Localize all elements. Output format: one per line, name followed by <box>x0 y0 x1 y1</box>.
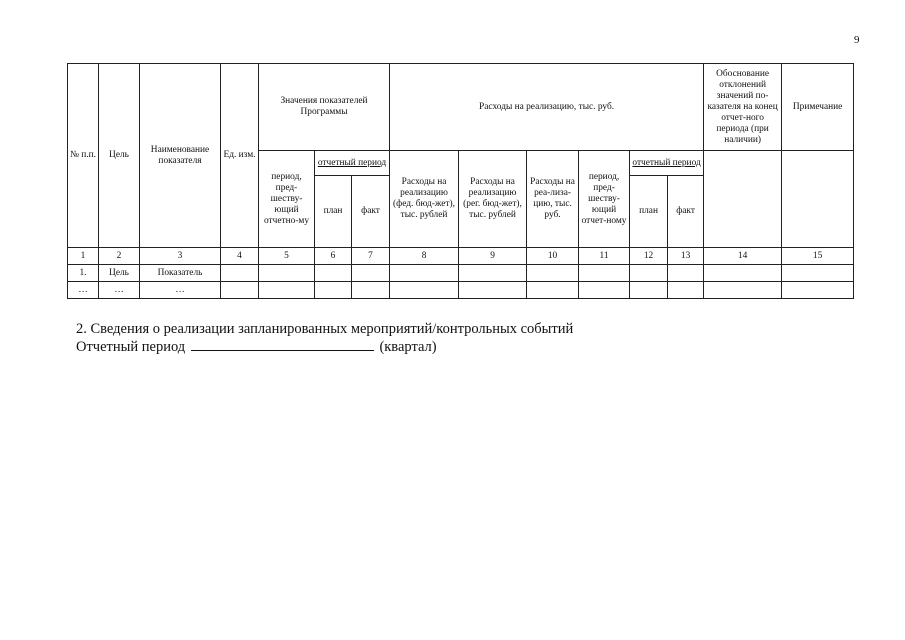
header-exp-total: Расходы на реа-лиза-цию, тыс. руб. <box>527 151 579 248</box>
header-justification-blank <box>704 151 782 248</box>
col-num-2: 2 <box>99 248 140 265</box>
cell <box>527 282 579 299</box>
header-goal: Цель <box>99 64 140 248</box>
col-num-9: 9 <box>459 248 527 265</box>
period-suffix: (квартал) <box>379 339 437 355</box>
cell <box>259 265 315 282</box>
cell <box>668 265 704 282</box>
header-num: № п.п. <box>68 64 99 248</box>
header-note-blank <box>782 151 854 248</box>
header-justification: Обоснование отклонений значений по-казателя на конец отчет-ного периода (при наличии) <box>704 64 782 151</box>
cell <box>630 265 668 282</box>
header-program-values: Значения показателей Программы <box>259 64 390 151</box>
cell <box>704 265 782 282</box>
header-reporting-period-b <box>630 151 704 176</box>
col-num-3: 3 <box>140 248 221 265</box>
cell: … <box>140 282 221 299</box>
cell <box>352 282 390 299</box>
header-prev-period-b: период, пред-шеству-ющий отчет-ному <box>579 151 630 248</box>
table-row <box>68 282 854 299</box>
col-num-6: 6 <box>315 248 352 265</box>
cell: Показатель <box>140 265 221 282</box>
header-note: Примечание <box>782 64 854 151</box>
cell <box>527 265 579 282</box>
header-fact-b: факт <box>668 176 704 248</box>
cell: … <box>99 282 140 299</box>
col-num-1: 1 <box>68 248 99 265</box>
reporting-period-a-text: отчетный период <box>317 157 387 168</box>
cell <box>579 282 630 299</box>
page-number: 9 <box>854 34 860 46</box>
col-num-11: 11 <box>579 248 630 265</box>
cell <box>315 265 352 282</box>
header-plan-b: план <box>630 176 668 248</box>
cell <box>782 282 854 299</box>
col-num-14: 14 <box>704 248 782 265</box>
reporting-period-b-text: отчетный период <box>632 157 701 168</box>
cell <box>579 265 630 282</box>
cell <box>459 265 527 282</box>
header-reporting-period-a <box>315 151 390 176</box>
cell <box>704 282 782 299</box>
col-num-8: 8 <box>390 248 459 265</box>
reporting-period-line <box>76 338 573 356</box>
report-table <box>67 63 854 299</box>
col-num-13: 13 <box>668 248 704 265</box>
cell <box>352 265 390 282</box>
cell <box>221 265 259 282</box>
cell <box>782 265 854 282</box>
header-plan-a: план <box>315 176 352 248</box>
col-num-15: 15 <box>782 248 854 265</box>
section-title: 2. Сведения о реализации запланированных мероприятий/контрольных событий <box>76 321 574 337</box>
header-indicator-name: Наименование показателя <box>140 64 221 248</box>
cell <box>390 265 459 282</box>
cell <box>315 282 352 299</box>
cell <box>221 282 259 299</box>
col-num-10: 10 <box>527 248 579 265</box>
table-row <box>68 265 854 282</box>
header-fact-a: факт <box>352 176 390 248</box>
cell <box>259 282 315 299</box>
cell: … <box>68 282 99 299</box>
header-prev-period-a: период, пред-шеству-ющий отчетно-му <box>259 151 315 248</box>
header-unit: Ед. изм. <box>221 64 259 248</box>
period-blank-field <box>191 338 374 351</box>
header-expenses: Расходы на реализацию, тыс. руб. <box>390 64 704 151</box>
header-exp-fed: Расходы на реализацию (фед. бюд-жет), тыс. рублей <box>390 151 459 248</box>
section-block <box>76 320 573 356</box>
column-number-row <box>68 248 854 265</box>
cell <box>390 282 459 299</box>
header-exp-reg: Расходы на реализацию (рег. бюд-жет), тыс. рублей <box>459 151 527 248</box>
col-num-7: 7 <box>352 248 390 265</box>
period-label: Отчетный период <box>76 339 186 355</box>
cell <box>459 282 527 299</box>
cell: Цель <box>99 265 140 282</box>
cell: 1. <box>68 265 99 282</box>
col-num-4: 4 <box>221 248 259 265</box>
cell <box>668 282 704 299</box>
col-num-5: 5 <box>259 248 315 265</box>
col-num-12: 12 <box>630 248 668 265</box>
cell <box>630 282 668 299</box>
